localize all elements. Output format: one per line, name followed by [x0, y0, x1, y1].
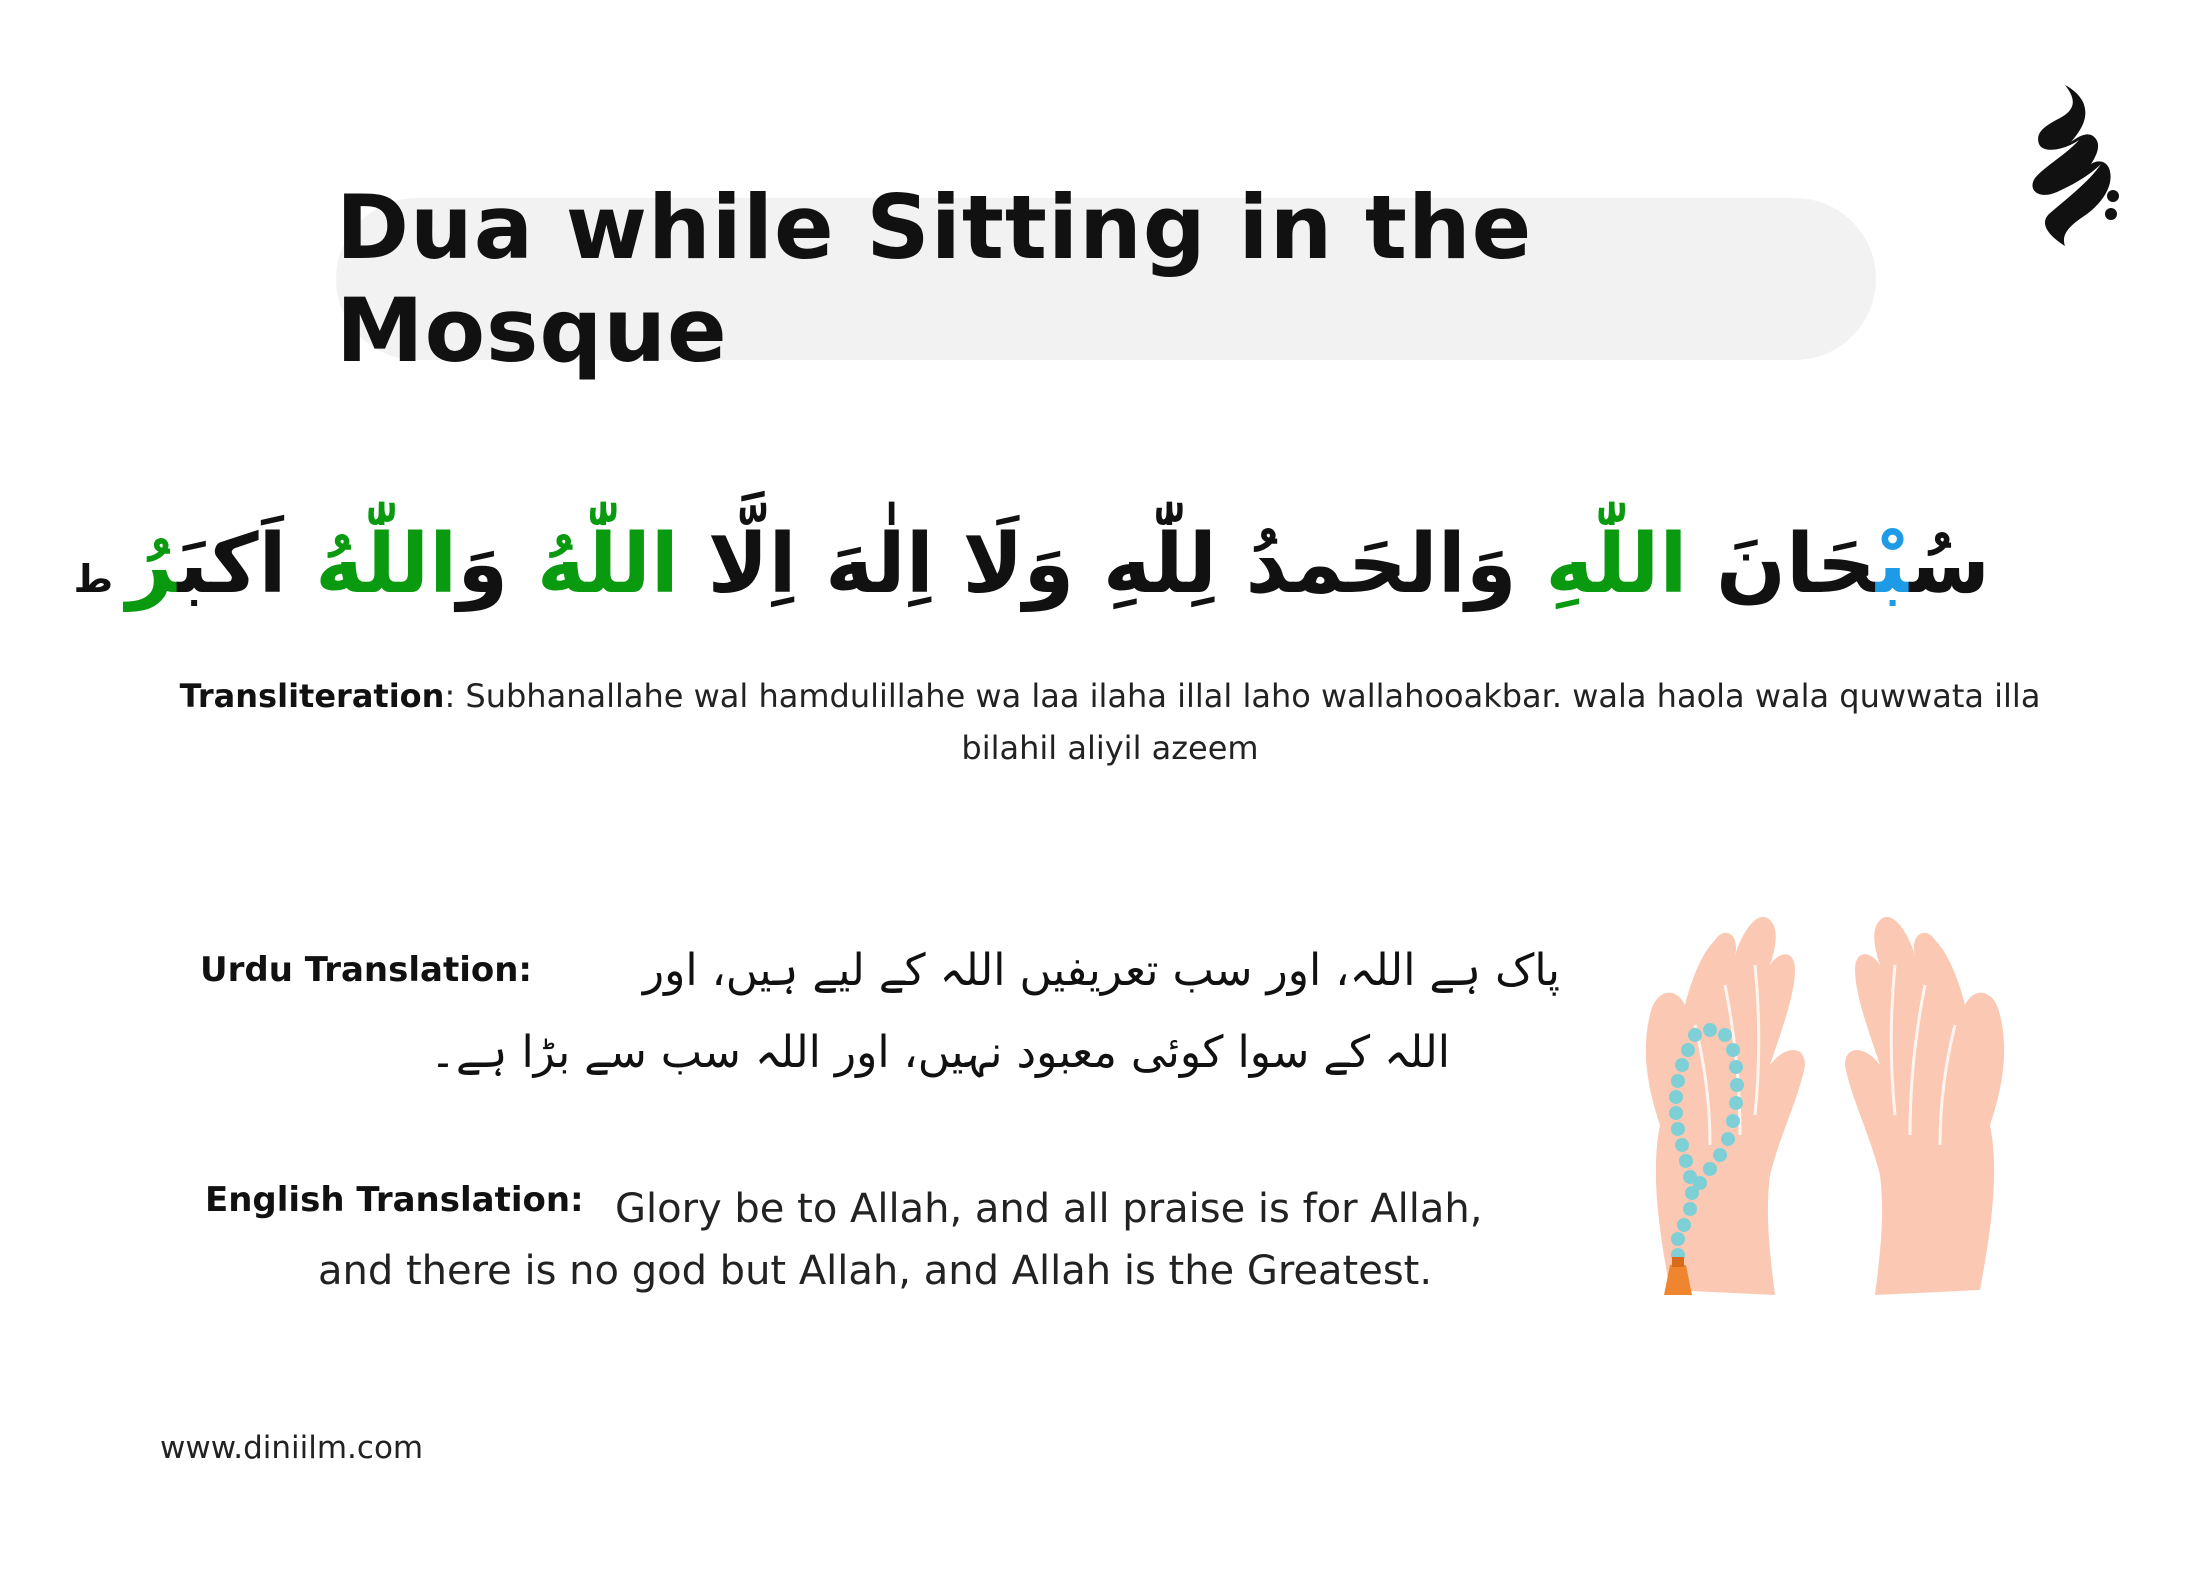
english-translation-label: English Translation: [205, 1180, 584, 1220]
arabic-segment-akba: اَكبَ [177, 517, 316, 612]
arabic-segment-sin: سُ [1909, 517, 1990, 612]
page-title: Dua while Sitting in the Mosque [336, 176, 1533, 382]
arabic-segment-middle: وَالحَمدُ لِلّٰهِ وَلَا اِلٰهَ اِلَّا [678, 517, 1546, 612]
title-banner [336, 176, 1876, 382]
urdu-translation-text [320, 930, 1560, 1094]
praying-hands-icon [1600, 895, 2050, 1315]
arabic-segment-allah-3: اللّٰهُ [315, 517, 458, 612]
calligraphy-logo-icon [2005, 80, 2125, 250]
arabic-segment-ba: بْ [1875, 517, 1910, 612]
english-translation-text [300, 1178, 1560, 1302]
urdu-line-1: پاک ہے اللہ، اور سب تعریفیں اللہ کے لیے ہیں، اور [642, 945, 1560, 996]
transliteration-text: : Subhanallahe wal hamdulillahe wa laa ilaha illal laho wallahooakbar. wala haola wala quwwata illa bilahil aliyil azeem [444, 677, 2041, 767]
website-url: www.diniilm.com [160, 1430, 424, 1466]
urdu-translation-label: Urdu Translation: [200, 950, 533, 990]
arabic-segment-hana: حَانَ [1687, 517, 1876, 612]
transliteration [160, 670, 2060, 774]
arabic-segment-ru: رُ [126, 517, 178, 612]
english-line-2: and there is no god but Allah, and Allah is the Greatest. [318, 1248, 1433, 1294]
arabic-segment-allah-2: اللّٰهُ [536, 517, 679, 612]
urdu-line-2: اللہ کے سوا کوئی معبود نہیں، اور اللہ سب سے بڑا ہے۔ [430, 1027, 1450, 1078]
arabic-dua [73, 480, 1990, 650]
transliteration-label: Transliteration [179, 677, 445, 715]
arabic-segment-wa: وَ [457, 517, 537, 612]
english-line-1: Glory be to Allah, and all praise is for Allah, [615, 1186, 1483, 1232]
arabic-pause-mark: ط [73, 557, 127, 601]
arabic-segment-allah-1: اللّٰهِ [1545, 517, 1688, 612]
